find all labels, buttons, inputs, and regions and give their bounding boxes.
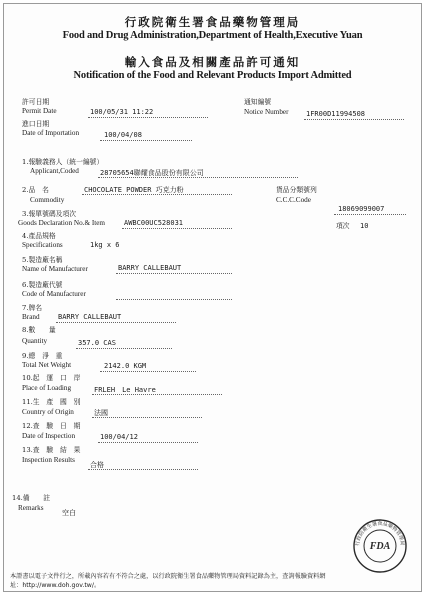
import-date-value: 100/04/08 — [104, 131, 142, 139]
manufacturer-code-label-en: Code of Manufacturer — [22, 290, 86, 298]
net-weight-underline — [100, 371, 196, 372]
origin-value: 法國 — [94, 409, 108, 417]
subtitle-en: Notification of the Food and Relevant Products Import Admitted — [73, 70, 352, 81]
notice-number-label-zh: 通知編號 — [244, 98, 272, 106]
inspection-date-value: 100/04/12 — [100, 433, 138, 441]
import-date-label-zh: 進口日期 — [22, 120, 50, 128]
fda-seal-ring-text: 行政院衛生署食品藥物管理局 — [354, 520, 406, 547]
permit-date-label-zh: 許可日期 — [22, 98, 50, 106]
remarks-label-zh: 14.備 註 — [12, 494, 50, 502]
quantity-label-en: Quantity — [22, 337, 48, 345]
permit-date-label-en: Permit Date — [22, 107, 57, 115]
manufacturer-underline — [116, 273, 232, 274]
quantity-label-zh: 8.數 量 — [22, 326, 56, 334]
permit-date-underline — [88, 117, 208, 118]
title-zh: 行政院衛生署食品藥物管理局 — [124, 15, 301, 29]
loading-label-en: Place of Loading — [22, 384, 72, 392]
manufacturer-code-label-zh: 6.製造廠代號 — [22, 281, 63, 289]
remarks-value: 空白 — [62, 509, 76, 517]
inspection-results-label-en: Inspection Results — [22, 456, 75, 464]
manufacturer-code-underline — [116, 299, 232, 300]
commodity-label-zh: 2.品 名 — [22, 186, 49, 194]
inspection-date-underline — [98, 442, 198, 443]
net-weight-value: 2142.0 KGM — [104, 362, 147, 370]
inspection-date-label-zh: 12.查 驗 日 期 — [22, 422, 81, 430]
footer-line-1: 本證書以電子文件行之，所載內容若有不符合之處，以行政院衛生署食品藥物管理局資料記錄為主，查詢報驗資料網 — [10, 573, 326, 580]
ccc-code-label-en: C.C.C.Code — [276, 196, 311, 204]
ccc-code-label-zh: 貨品分類號列 — [276, 186, 317, 194]
applicant-label-zh: 1.報驗義務人（統一編號） — [22, 158, 104, 166]
net-weight-label-zh: 9.總 淨 重 — [22, 352, 63, 360]
notice-number-underline — [304, 119, 404, 120]
footer-line-2: 址：http://www.doh.gov.tw/。 — [10, 582, 101, 589]
quantity-underline — [76, 348, 172, 349]
origin-label-zh: 11.生 產 國 別 — [22, 398, 81, 406]
manufacturer-label-zh: 5.製造廠名稱 — [22, 256, 63, 264]
brand-label-zh: 7.牌名 — [22, 304, 43, 312]
brand-underline — [56, 322, 176, 323]
ccc-code-underline — [334, 214, 406, 215]
item-value: 10 — [360, 222, 369, 230]
applicant-underline — [98, 177, 298, 178]
manufacturer-value: BARRY CALLEBAUT — [118, 264, 182, 272]
declaration-underline — [122, 228, 232, 229]
title-en: Food and Drug Administration,Department of Health,Executive Yuan — [62, 30, 363, 41]
inspection-results-underline — [88, 469, 198, 470]
loading-underline — [92, 394, 222, 395]
declaration-value: AWBC00UC528031 — [124, 219, 184, 227]
item-label: 項次 — [336, 222, 350, 230]
permit-date-value: 100/05/31 11:22 — [90, 108, 154, 116]
specifications-label-zh: 4.產品規格 — [22, 232, 56, 240]
net-weight-label-en: Total Net Weight — [22, 361, 72, 369]
manufacturer-label-en: Name of Manufacturer — [22, 265, 88, 273]
commodity-label-en: Commodity — [30, 196, 65, 204]
import-date-label-en: Date of Importation — [22, 129, 80, 137]
declaration-label-en: Goods Declaration No.& Item — [18, 219, 106, 227]
applicant-label-en: Applicant,Coded — [30, 167, 79, 175]
notice-number-value: 1FR00D11994508 — [306, 110, 366, 118]
inspection-results-label-zh: 13.查 驗 結 果 — [22, 446, 81, 454]
ccc-code-value: 18069099007 — [338, 205, 385, 213]
remarks-label-en: Remarks — [18, 504, 44, 512]
subtitle-zh: 輸入食品及相關產品許可通知 — [124, 55, 301, 69]
applicant-value: 28705654聯耀食品股份有限公司 — [100, 169, 204, 177]
specifications-value: 1kg x 6 — [90, 241, 120, 249]
inspection-results-value: 合格 — [90, 461, 104, 469]
fda-seal-stamp — [352, 518, 408, 574]
fda-seal-text: FDA — [369, 541, 391, 552]
declaration-label-zh: 3.報單號碼及項次 — [22, 210, 77, 218]
commodity-underline — [82, 194, 232, 195]
loading-label-zh: 10.起 運 口 岸 — [22, 374, 81, 382]
brand-value: BARRY CALLEBAUT — [58, 313, 122, 321]
quantity-value: 357.0 CAS — [78, 339, 116, 347]
import-date-underline — [100, 140, 192, 141]
commodity-value: CHOCOLATE POWDER 巧克力粉 — [84, 186, 184, 194]
loading-value: FRLEH Le Havre — [94, 386, 156, 394]
inspection-date-label-en: Date of Inspection — [22, 432, 76, 440]
origin-underline — [92, 417, 202, 418]
notice-number-label-en: Notice Number — [244, 108, 289, 116]
brand-label-en: Brand — [22, 313, 40, 321]
specifications-label-en: Specifications — [22, 241, 63, 249]
origin-label-en: Country of Origin — [22, 408, 74, 416]
